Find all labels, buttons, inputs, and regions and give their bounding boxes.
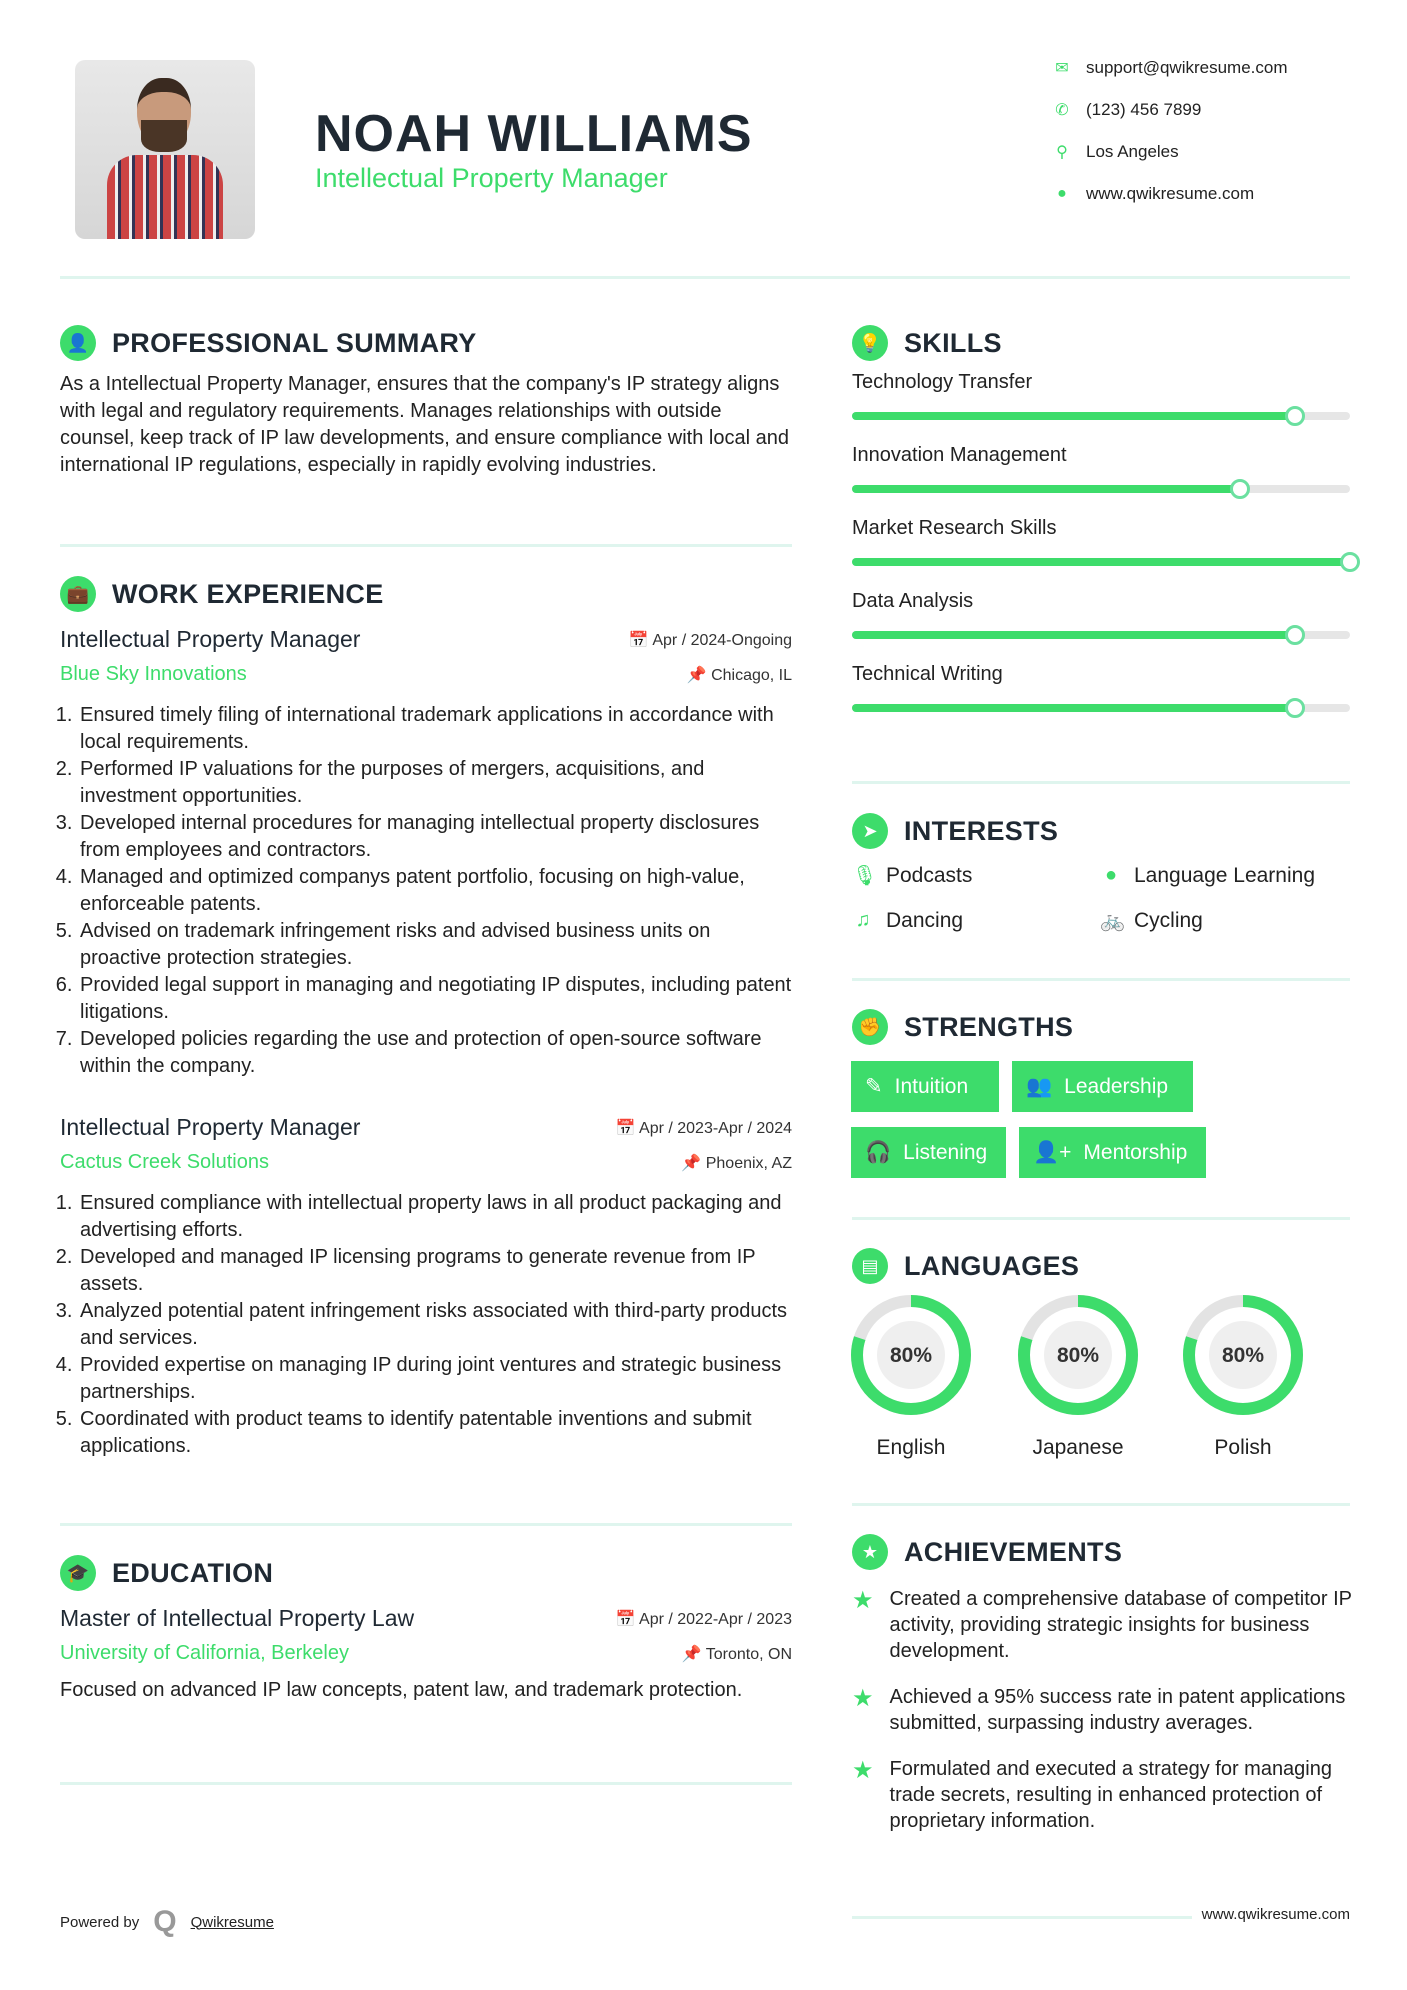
language-ring [850, 1294, 972, 1416]
calendar-icon: 📅 [628, 631, 653, 649]
achievement-item [852, 1684, 1352, 1736]
interest-cycling [1100, 908, 1350, 933]
language-ring [1017, 1294, 1139, 1416]
divider [60, 544, 792, 547]
achievements-section [852, 1534, 1352, 1854]
experience-section [60, 576, 792, 1460]
location-text: Phoenix, AZ [705, 1154, 792, 1172]
school-name: University of California, Berkeley [60, 1642, 349, 1664]
brand-link[interactable]: Qwikresume [190, 1913, 274, 1931]
calendar-icon: 📅 [615, 1610, 640, 1628]
language-percent: 80% [1056, 1344, 1100, 1367]
location-text: Los Angeles [1086, 142, 1179, 161]
job-entry [60, 1114, 792, 1460]
language-percent: 80% [1221, 1344, 1265, 1367]
users-icon: 👥 [1026, 1074, 1053, 1098]
section-heading: LANGUAGES [904, 1250, 1080, 1281]
footer-divider [852, 1916, 1192, 1919]
pin-icon: 📌 [686, 666, 712, 684]
job-bullets [60, 702, 792, 1080]
paper-plane-icon: ➤ [852, 813, 888, 849]
bullet: 5. Coordinated with product teams to identify patentable inventions and submit applications. [78, 1406, 792, 1460]
skill-bar [852, 631, 1350, 639]
strength-intuition [851, 1061, 999, 1112]
divider [60, 1523, 792, 1526]
strength-label: Intuition [894, 1074, 969, 1098]
bullet: 7. Developed policies regarding the use and protection of open-source software within the company. [78, 1026, 792, 1080]
skill-bar-fill [852, 631, 1295, 639]
skill-name: Data Analysis [852, 590, 974, 612]
achievement-text: Formulated and executed a strategy for managing trade secrets, resulting in enhanced protection of proprietary information. [889, 1758, 1332, 1832]
star-icon: ★ [852, 1684, 874, 1712]
section-heading: WORK EXPERIENCE [112, 578, 384, 609]
company-name: Blue Sky Innovations [60, 663, 247, 685]
job-entry [60, 626, 792, 1080]
divider [852, 978, 1350, 981]
skill-bar-handle [1230, 479, 1250, 499]
qwikresume-logo-icon: Q [153, 1905, 177, 1938]
user-plus-icon: 👤+ [1033, 1140, 1072, 1164]
skill-bar-fill [852, 704, 1295, 712]
section-heading: ACHIEVEMENTS [904, 1536, 1123, 1567]
date-text: Apr / 2023-Apr / 2024 [639, 1119, 792, 1137]
achievement-item [852, 1586, 1352, 1664]
skill-bar-handle [1285, 406, 1305, 426]
date-text: Apr / 2024-Ongoing [652, 631, 792, 649]
skill-name: Innovation Management [852, 444, 1067, 466]
degree-title: Master of Intellectual Property Law [60, 1605, 415, 1631]
interest-label: Cycling [1134, 908, 1203, 932]
bullet: 1. Ensured compliance with intellectual property laws in all product packaging and advertising efforts. [78, 1190, 792, 1244]
skill-bar [852, 412, 1350, 420]
graduate-icon: 🎓 [60, 1555, 96, 1591]
contact-email[interactable] [1052, 58, 1288, 78]
strength-label: Listening [903, 1140, 988, 1164]
interest-label: Dancing [886, 908, 964, 932]
candidate-title: Intellectual Property Manager [315, 163, 668, 193]
interest-label: Podcasts [886, 863, 973, 887]
skill-bar-fill [852, 485, 1240, 493]
candidate-name: NOAH WILLIAMS [315, 105, 753, 163]
language-card-icon: ▤ [852, 1248, 888, 1284]
interest-label: Language Learning [1134, 863, 1316, 887]
bullet: 2. Developed and managed IP licensing programs to generate revenue from IP assets. [78, 1244, 792, 1298]
edu-date [616, 1609, 792, 1629]
language-name: English [876, 1436, 946, 1459]
profile-photo [75, 60, 255, 239]
edu-location [682, 1644, 792, 1664]
bullet: 3. Developed internal procedures for managing intellectual property disclosures from employees and contractors. [78, 810, 792, 864]
interest-dancing [852, 908, 1100, 933]
globe-icon: ● [1104, 864, 1118, 886]
location-pin-icon: ⚲ [1056, 144, 1068, 161]
bullet: 3. Analyzed potential patent infringement risks associated with third-party products and services. [78, 1298, 792, 1352]
skill-bar-handle [1285, 625, 1305, 645]
powered-by [60, 1905, 274, 1939]
skill-item [852, 371, 1352, 420]
interest-podcasts [852, 863, 1100, 888]
skill-bar-handle [1340, 552, 1360, 572]
interest-language-learning [1100, 863, 1350, 888]
microphone-icon: 🎙 [852, 865, 878, 887]
skill-bar [852, 704, 1350, 712]
skill-bar-handle [1285, 698, 1305, 718]
contact-phone [1052, 100, 1201, 120]
pin-icon: 📌 [681, 1645, 706, 1663]
job-location [681, 1153, 792, 1173]
skill-name: Technical Writing [852, 663, 1003, 685]
music-note-icon: ♫ [855, 909, 871, 931]
interests-section [852, 813, 1352, 933]
bullet: 1. Ensured timely filing of international trademark applications in accordance with local requirements. [78, 702, 792, 756]
strength-label: Leadership [1064, 1074, 1169, 1098]
envelope-icon: ✉ [1055, 60, 1069, 77]
bullet: 6. Provided legal support in managing and negotiating IP disputes, including patent litigations. [78, 972, 792, 1026]
header-divider [60, 276, 1350, 279]
star-icon: ★ [852, 1586, 874, 1614]
section-heading: EDUCATION [112, 1557, 274, 1588]
location-text: Toronto, ON [705, 1645, 792, 1663]
language-item [1182, 1294, 1304, 1460]
skills-section [852, 325, 1352, 736]
skill-bar [852, 485, 1350, 493]
job-bullets [60, 1190, 792, 1460]
bicycle-icon: 🚲 [1100, 910, 1125, 932]
language-name: Polish [1214, 1436, 1272, 1459]
phone-text: (123) 456 7899 [1086, 100, 1202, 119]
skill-item [852, 444, 1352, 493]
user-icon: 👤 [60, 325, 96, 361]
language-item [1017, 1294, 1139, 1460]
bullet: 4. Provided expertise on managing IP during joint ventures and strategic business partnerships. [78, 1352, 792, 1406]
strength-leadership [1012, 1061, 1193, 1112]
section-heading: SKILLS [904, 327, 1002, 358]
education-text: Focused on advanced IP law concepts, patent law, and trademark protection. [60, 1679, 743, 1701]
job-date [616, 1118, 792, 1138]
strength-listening [851, 1127, 1006, 1178]
contact-location [1052, 142, 1179, 162]
summary-section [60, 325, 792, 479]
divider [852, 1217, 1350, 1220]
skill-item [852, 590, 1352, 639]
job-title: Intellectual Property Manager [60, 1114, 361, 1140]
strengths-heading [852, 1009, 1073, 1045]
strength-label: Mentorship [1083, 1140, 1188, 1164]
company-name: Cactus Creek Solutions [60, 1151, 269, 1173]
footer-website-link[interactable]: www.qwikresume.com [1201, 1906, 1350, 1923]
skill-bar-fill [852, 558, 1350, 566]
headphones-icon: 🎧 [865, 1140, 892, 1164]
language-name: Japanese [1032, 1436, 1124, 1459]
achievement-text: Achieved a 95% success rate in patent applications submitted, surpassing industry averages. [889, 1686, 1346, 1734]
divider [60, 1782, 792, 1785]
section-heading: STRENGTHS [904, 1011, 1074, 1042]
email-text: support@qwikresume.com [1086, 58, 1288, 77]
skill-bar-fill [852, 412, 1295, 420]
section-heading: PROFESSIONAL SUMMARY [112, 327, 477, 358]
fist-icon: ✊ [852, 1009, 888, 1045]
achievement-text: Created a comprehensive database of competitor IP activity, providing strategic insights for business development. [889, 1588, 1352, 1662]
date-text: Apr / 2022-Apr / 2023 [639, 1610, 792, 1628]
achievement-item [852, 1756, 1352, 1834]
skill-name: Technology Transfer [852, 371, 1033, 393]
briefcase-icon: 💼 [60, 576, 96, 612]
globe-icon: ● [1057, 185, 1067, 202]
skill-item [852, 663, 1352, 712]
phone-icon: ✆ [1055, 102, 1069, 119]
location-text: Chicago, IL [711, 666, 792, 684]
skill-bar [852, 558, 1350, 566]
skill-name: Market Research Skills [852, 517, 1057, 539]
language-ring [1182, 1294, 1304, 1416]
powered-text: Powered by [60, 1913, 140, 1931]
divider [852, 1503, 1350, 1506]
job-location [687, 665, 792, 685]
pin-icon: 📌 [681, 1154, 706, 1172]
skill-item [852, 517, 1352, 566]
strength-mentorship [1019, 1127, 1206, 1178]
job-title: Intellectual Property Manager [60, 626, 361, 652]
summary-text: As a Intellectual Property Manager, ensures that the company's IP strategy aligns with legal and regulatory requirements. Manages relationships with outside counsel, keep track of IP law developments, and ensure compliance with local and international IP regulations, especially in rapidly evolving industries. [60, 373, 789, 476]
calendar-icon: 📅 [615, 1119, 640, 1137]
bullet: 4. Managed and optimized companys patent portfolio, focusing on high-value, enforceable patents. [78, 864, 792, 918]
contact-website[interactable] [1052, 184, 1254, 204]
magic-wand-icon: ✎ [865, 1075, 883, 1098]
language-percent: 80% [889, 1344, 933, 1367]
language-item [850, 1294, 972, 1460]
divider [852, 781, 1350, 784]
languages-heading [852, 1248, 1079, 1284]
education-section [60, 1555, 792, 1704]
lightbulb-icon: 💡 [852, 325, 888, 361]
section-heading: INTERESTS [904, 815, 1059, 846]
job-date [629, 630, 792, 650]
star-icon: ★ [852, 1756, 874, 1784]
bullet: 2. Performed IP valuations for the purposes of mergers, acquisitions, and investment opportunities. [78, 756, 792, 810]
website-text: www.qwikresume.com [1086, 184, 1255, 203]
badge-icon: ★ [852, 1534, 888, 1570]
bullet: 5. Advised on trademark infringement risks and advised business units on proactive protection strategies. [78, 918, 792, 972]
